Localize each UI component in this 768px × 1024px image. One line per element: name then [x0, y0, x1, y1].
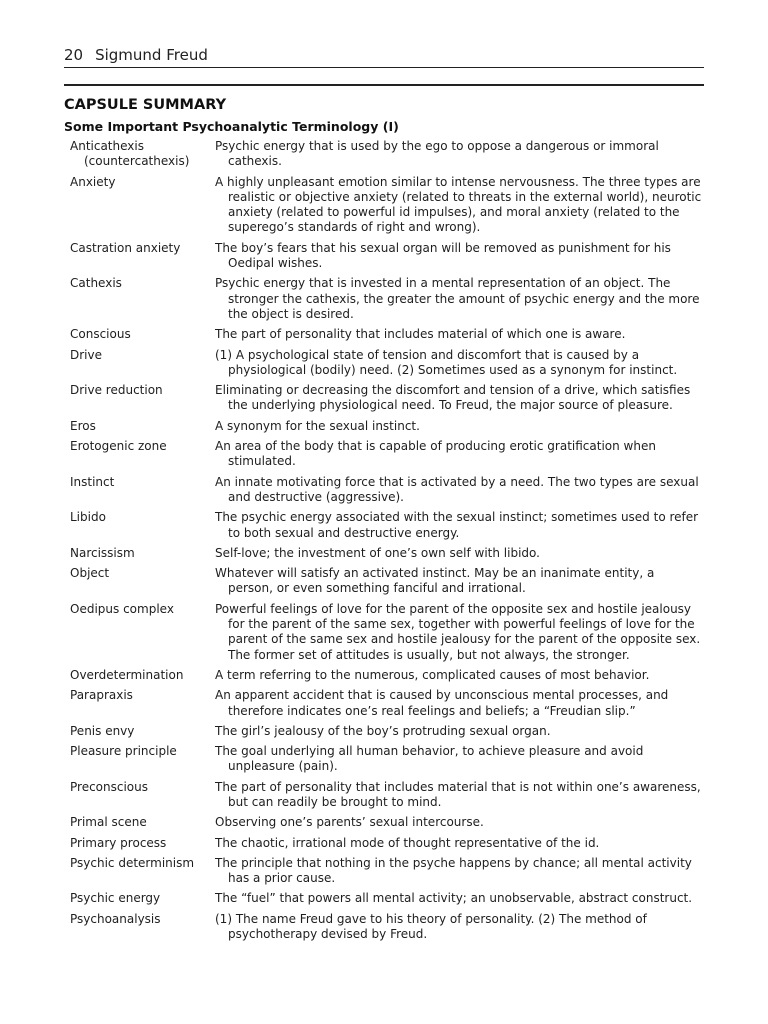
glossary-term [70, 276, 215, 322]
glossary-entry [70, 668, 702, 683]
glossary-definition: The boy’s fears that his sexual organ will be removed as punishment for his Oedipal wishes. [215, 240, 671, 271]
glossary-list [70, 139, 702, 947]
glossary-term [70, 602, 215, 663]
glossary-term [70, 348, 215, 379]
glossary-term [70, 510, 215, 541]
glossary-definition: The psychic energy associated with the sexual instinct; sometimes used to refer to both sexual and destructive energy. [215, 510, 699, 540]
running-title: Sigmund Freud [95, 46, 208, 64]
section-title: CAPSULE SUMMARY [64, 97, 227, 113]
term-label: Oedipus complex [70, 601, 174, 616]
glossary-term [70, 439, 215, 470]
glossary-definition: An apparent accident that is caused by unconscious mental processes, and therefore indicates one’s real feelings and beliefs; a “Freudian slip.” [215, 688, 669, 718]
term-label: Conscious [70, 327, 131, 342]
glossary-definition: Whatever will satisfy an activated instinct. May be an inanimate entity, a person, or even something fanciful and irrational. [215, 566, 655, 596]
glossary-definition: The goal underlying all human behavior, to achieve pleasure and avoid unpleasure (pain). [215, 744, 644, 774]
glossary-term [70, 139, 215, 170]
glossary-term [70, 856, 215, 887]
glossary-term [70, 475, 215, 506]
term-label: Castration anxiety [70, 240, 181, 255]
term-label: Penis envy [70, 723, 135, 738]
glossary-term [70, 836, 215, 851]
glossary-entry [70, 327, 702, 342]
glossary-entry [70, 419, 702, 434]
glossary-definition: Psychic energy that is invested in a mental representation of an object. The stronger the cathexis, the greater the amount of psychic energy and the more the object is desired. [215, 276, 700, 321]
glossary-definition: The “fuel” that powers all mental activity; an unobservable, abstract construct. [215, 891, 693, 906]
glossary-entry [70, 348, 702, 379]
glossary-term [70, 383, 215, 414]
term-label: Primary process [70, 835, 167, 850]
glossary-term [70, 912, 215, 943]
glossary-entry [70, 744, 702, 775]
glossary-term [70, 419, 215, 434]
glossary-definition: Self-love; the investment of one’s own self with libido. [215, 545, 540, 560]
glossary-entry [70, 912, 702, 943]
glossary-entry [70, 836, 702, 851]
term-label: Parapraxis [70, 688, 133, 703]
glossary-definition: Powerful feelings of love for the parent of the opposite sex and hostile jealousy for the parent of the same sex, together with powerful feelings of love for the parent of the same sex and hostile jealousy for the parent of the opposite sex. The former set of attitudes is usually, but not always, the stronger. [215, 601, 701, 662]
running-header [64, 46, 208, 64]
term-label: Libido [70, 510, 106, 525]
glossary-definition: The part of personality that includes material that is not within one’s awareness, but can readily be brought to mind. [215, 779, 701, 809]
term-label: Primal scene [70, 815, 147, 830]
glossary-term [70, 724, 215, 739]
term-label: Erotogenic zone [70, 439, 167, 454]
glossary-term [70, 327, 215, 342]
term-label: Anticathexis [70, 139, 144, 153]
term-label: Psychic determinism [70, 855, 195, 870]
term-label: Instinct [70, 474, 115, 489]
term-label: Eros [70, 418, 96, 433]
glossary-definition: The part of personality that includes material of which one is aware. [215, 327, 626, 342]
glossary-term [70, 668, 215, 683]
term-label: Psychoanalysis [70, 911, 161, 926]
glossary-term [70, 241, 215, 272]
glossary-definition: An innate motivating force that is activated by a need. The two types are sexual and destructive (aggressive). [215, 474, 699, 504]
glossary-entry [70, 139, 702, 170]
glossary-entry [70, 546, 702, 561]
glossary-definition: Eliminating or decreasing the discomfort and tension of a drive, which satisfies the underlying physiological need. To Freud, the major source of pleasure. [215, 383, 691, 413]
term-label: Narcissism [70, 545, 135, 560]
term-label: Drive reduction [70, 383, 163, 398]
term-label: Cathexis [70, 276, 122, 291]
glossary-entry [70, 175, 702, 236]
term-label: Object [70, 566, 110, 581]
glossary-definition: Observing one’s parents’ sexual intercourse. [215, 815, 484, 830]
term-label: Psychic energy [70, 891, 161, 906]
term-alias: (countercathexis) [84, 154, 190, 169]
glossary-entry [70, 439, 702, 470]
glossary-definition: The girl’s jealousy of the boy’s protruding sexual organ. [215, 723, 551, 738]
glossary-entry [70, 566, 702, 597]
glossary-term [70, 891, 215, 906]
glossary-entry [70, 383, 702, 414]
glossary-entry [70, 724, 702, 739]
glossary-definition: (1) A psychological state of tension and discomfort that is caused by a physiological (bodily) need. (2) Sometimes used as a synonym for instinct. [215, 347, 678, 377]
glossary-term [70, 546, 215, 561]
glossary-entry [70, 510, 702, 541]
glossary-term [70, 815, 215, 830]
glossary-entry [70, 891, 702, 906]
glossary-definition: The principle that nothing in the psyche happens by chance; all mental activity has a prior cause. [215, 855, 692, 886]
term-label: Overdetermination [70, 667, 184, 682]
header-rule [64, 67, 704, 68]
glossary-entry [70, 780, 702, 811]
glossary-entry [70, 602, 702, 663]
glossary-definition: A term referring to the numerous, complicated causes of most behavior. [215, 667, 650, 682]
term-label: Pleasure principle [70, 744, 177, 759]
glossary-term [70, 780, 215, 811]
glossary-definition: A synonym for the sexual instinct. [215, 418, 420, 433]
glossary-term [70, 175, 215, 236]
glossary-definition: The chaotic, irrational mode of thought representative of the id. [215, 835, 600, 850]
glossary-entry [70, 815, 702, 830]
term-label: Anxiety [70, 174, 116, 189]
glossary-definition: (1) The name Freud gave to his theory of personality. (2) The method of psychotherapy devised by Freud. [215, 911, 647, 942]
glossary-term [70, 688, 215, 719]
glossary-entry [70, 276, 702, 322]
term-label: Preconscious [70, 779, 149, 794]
glossary-entry [70, 856, 702, 887]
page-number: 20 [64, 46, 84, 64]
glossary-entry [70, 475, 702, 506]
glossary-definition: Psychic energy that is used by the ego to oppose a dangerous or immoral cathexis. [215, 139, 659, 169]
glossary-term [70, 566, 215, 597]
glossary-term [70, 744, 215, 775]
term-label: Drive [70, 347, 102, 362]
glossary-subtitle: Some Important Psychoanalytic Terminology (I) [64, 119, 399, 134]
glossary-definition: An area of the body that is capable of producing erotic gratification when stimulated. [215, 439, 656, 469]
glossary-entry [70, 241, 702, 272]
glossary-entry [70, 688, 702, 719]
section-rule [64, 84, 704, 86]
glossary-definition: A highly unpleasant emotion similar to intense nervousness. The three types are realistic or objective anxiety (related to threats in the external world), neurotic anxiety (related to powerful id impulses), and moral anxiety (related to the superego’s standards of right and wrong). [215, 174, 702, 235]
